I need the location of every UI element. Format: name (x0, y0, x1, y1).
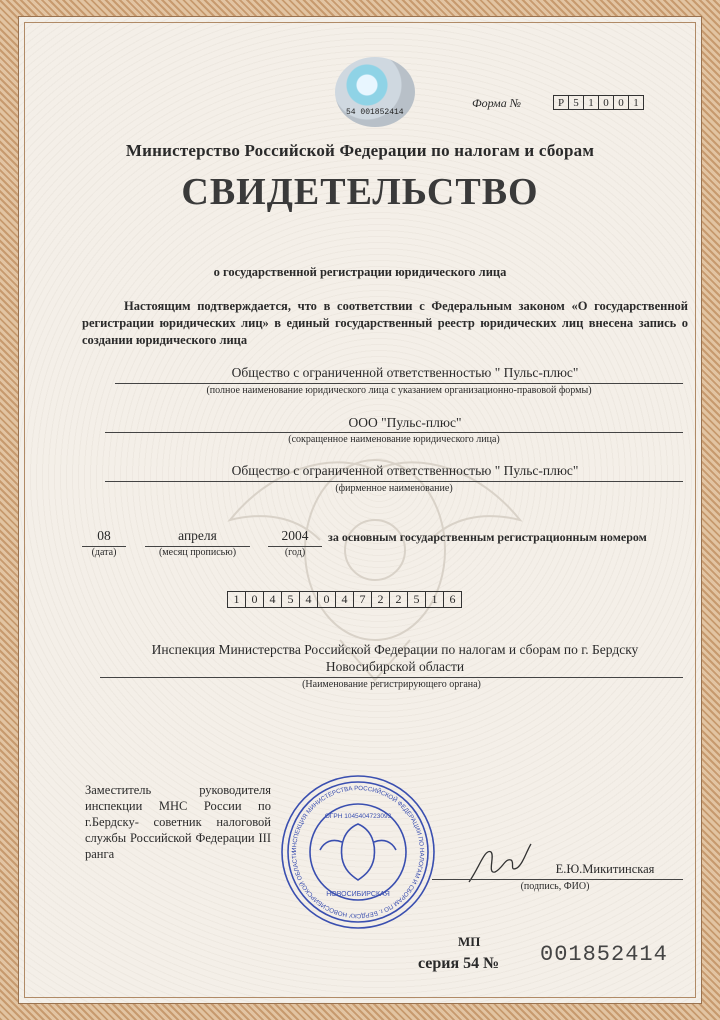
reg-year-hint: (год) (284, 547, 306, 558)
reg-day: 08 (97, 528, 111, 543)
official-stamp (278, 772, 438, 932)
form-code-cell: 5 (568, 95, 584, 110)
short-name-underline (105, 432, 683, 433)
authority-hint: (Наименование регистрирующего органа) (302, 679, 481, 690)
ogrn-number (228, 591, 462, 608)
series-number: 001852414 (540, 942, 668, 967)
reg-day-hint: (дата) (91, 547, 117, 558)
stamp-ogrn: ОГРН 1045404723093 (324, 813, 392, 820)
ogrn-digit: 4 (299, 591, 318, 608)
hologram-number: 54 001852414 (346, 108, 404, 117)
ogrn-digit: 5 (407, 591, 426, 608)
reg-month-hint: (месяц прописью) (158, 547, 237, 558)
ogrn-digit: 2 (389, 591, 408, 608)
reg-year: 2004 (281, 528, 309, 543)
signature-underline (432, 879, 683, 880)
form-code-cell: 1 (583, 95, 599, 110)
form-code-cell: 0 (598, 95, 614, 110)
ogrn-digit: 1 (425, 591, 444, 608)
full-name-value: Общество с ограниченной ответственностью " Пульс-плюс" (231, 365, 579, 380)
firm-name-underline (105, 481, 683, 482)
signer-name: Е.Ю.Микитинская (555, 862, 655, 876)
stamp-city: НОВОСИБИРСКАЯ (326, 891, 390, 898)
statement-paragraph: Настоящим подтверждается, что в соответствии с Федеральным законом «О государственной регистрации юридических лиц» в единый государственный реестр юридических лиц внесена запись о создании юридического лица (82, 299, 688, 347)
form-code-cell: Р (553, 95, 569, 110)
full-name-underline (115, 383, 683, 384)
form-label: Форма № (472, 96, 522, 110)
document-subtitle: о государственной регистрации юридического лица (213, 265, 507, 279)
authority-line-1: Инспекция Министерства Российской Федерации по налогам и сборам по г. Бердску (151, 642, 639, 657)
series-label: серия 54 № (418, 955, 500, 972)
ogrn-digit: 4 (335, 591, 354, 608)
short-name-value: ООО "Пульс-плюс" (348, 415, 462, 430)
ogrn-digit: 0 (317, 591, 336, 608)
authority-underline (100, 677, 683, 678)
full-name-hint: (полное наименование юридического лица с указанием организационно-правовой формы) (206, 385, 592, 396)
form-code-cell: 0 (613, 95, 629, 110)
form-code-cell: 1 (628, 95, 644, 110)
reg-number-label: за основным государственным регистрационным номером (328, 530, 647, 544)
stamp-ring-text: ИНСПЕКЦИЯ МИНИСТЕРСТВА РОССИЙСКОЙ ФЕДЕРАЦИИ ПО НАЛОГАМ И СБОРАМ ПО г. БЕРДСКУ НОВОСИБИРСКОЙ ОБЛАСТИ (290, 784, 426, 920)
reg-month: апреля (178, 528, 217, 543)
form-code (554, 95, 644, 110)
ogrn-digit: 6 (443, 591, 462, 608)
short-name-hint: (сокращенное наименование юридического лица) (288, 434, 500, 445)
firm-name-value: Общество с ограниченной ответственностью " Пульс-плюс" (231, 463, 579, 478)
ogrn-digit: 5 (281, 591, 300, 608)
signer-position: Заместитель руководителя инспекции МНС России по г.Бердску- советник налоговой службы Российской Федерации III ранга (85, 783, 271, 861)
authority-line-2: Новосибирской области (325, 659, 465, 674)
ogrn-digit: 0 (245, 591, 264, 608)
ministry-heading: Министерство Российской Федерации по налогам и сборам (125, 141, 595, 160)
document-title: СВИДЕТЕЛЬСТВО (181, 171, 539, 213)
ogrn-digit: 4 (263, 591, 282, 608)
signature-hint: (подпись, ФИО) (520, 881, 590, 892)
firm-name-hint: (фирменное наименование) (335, 483, 453, 494)
ogrn-digit: 2 (371, 591, 390, 608)
ogrn-digit: 1 (227, 591, 246, 608)
ogrn-digit: 7 (353, 591, 372, 608)
mp-mark: МП (458, 934, 481, 949)
